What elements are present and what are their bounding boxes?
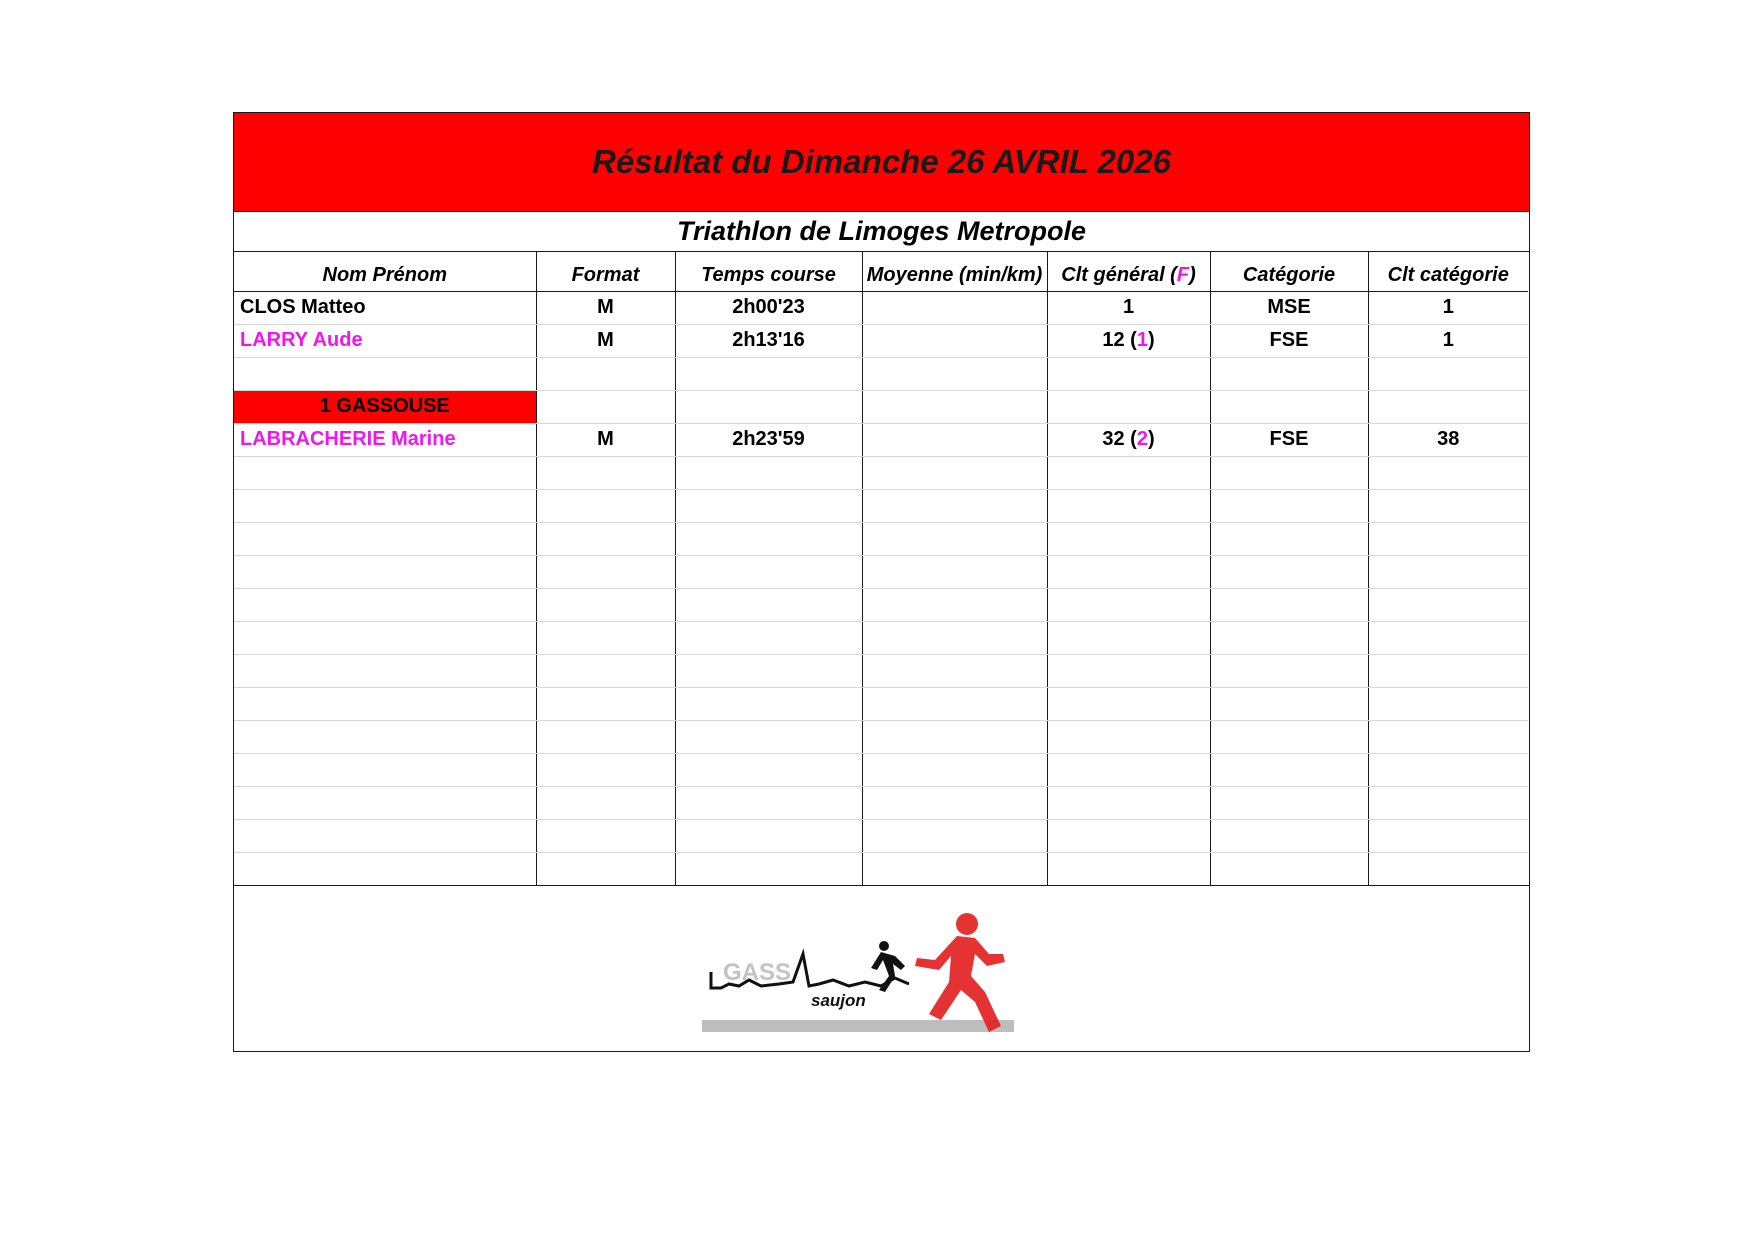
- overall-rank: 32: [1102, 428, 1125, 450]
- logo-base-bar: [702, 1020, 1014, 1032]
- athlete-name: LARRY Aude: [234, 324, 536, 357]
- page-title: Résultat du Dimanche 26 AVRIL 2026: [592, 143, 1171, 180]
- athlete-category: FSE: [1210, 324, 1368, 357]
- overall-rank: 1: [1122, 296, 1135, 318]
- athlete-category: MSE: [1210, 291, 1368, 324]
- title-band: [234, 113, 1529, 212]
- table-row-empty: [234, 654, 1528, 687]
- col-header-category: Catégorie: [1210, 252, 1368, 291]
- athlete-name: CLOS Matteo: [234, 291, 536, 324]
- table-row: [234, 291, 1528, 324]
- athlete-pace: [862, 423, 1047, 456]
- athlete-category-rank: 1: [1368, 291, 1528, 324]
- logo-area: [234, 885, 1529, 1051]
- event-subtitle: Triathlon de Limoges Metropole: [676, 216, 1087, 246]
- athlete-format: M: [536, 324, 675, 357]
- large-runner-icon: [915, 913, 1005, 1032]
- col-header-pace: Moyenne (min/km): [862, 252, 1047, 291]
- athlete-time: 2h13'16: [675, 324, 862, 357]
- event-subtitle-row: [234, 212, 1529, 252]
- results-table: [234, 252, 1528, 885]
- table-row: [234, 423, 1528, 456]
- table-row-empty: [234, 456, 1528, 489]
- club-label: 1 GASSOUSE: [234, 390, 536, 423]
- table-row-empty: [234, 852, 1528, 885]
- col-header-overall-prefix: Clt général (: [1061, 263, 1177, 286]
- overall-female-rank: 1: [1136, 329, 1148, 351]
- table-row-empty: [234, 555, 1528, 588]
- athlete-category-rank: 1: [1368, 324, 1528, 357]
- athlete-format: M: [536, 423, 675, 456]
- col-header-overall: [1047, 252, 1210, 291]
- table-row-empty: [234, 621, 1528, 654]
- athlete-overall: [1047, 291, 1210, 324]
- col-header-time: Temps course: [675, 252, 862, 291]
- athlete-pace: [862, 324, 1047, 357]
- results-sheet: [233, 112, 1530, 1052]
- table-row: [234, 324, 1528, 357]
- athlete-overall: 12 (1): [1047, 324, 1210, 357]
- col-header-category-rank: Clt catégorie: [1368, 252, 1528, 291]
- table-row-empty: [234, 753, 1528, 786]
- col-header-overall-flag: F: [1176, 263, 1190, 286]
- col-header-name: Nom Prénom: [234, 252, 536, 291]
- table-row-empty: [234, 786, 1528, 819]
- overall-female-rank: 2: [1136, 428, 1148, 450]
- col-header-overall-suffix: ): [1189, 263, 1196, 286]
- gass-saujon-logo: [699, 910, 1019, 1040]
- table-row-empty: [234, 819, 1528, 852]
- athlete-format: M: [536, 291, 675, 324]
- col-header-format: Format: [536, 252, 675, 291]
- table-row-empty: [234, 687, 1528, 720]
- athlete-overall: 32 (2): [1047, 423, 1210, 456]
- logo-text-sub: saujon: [811, 991, 866, 1010]
- table-row-empty: [234, 522, 1528, 555]
- athlete-name: LABRACHERIE Marine: [234, 423, 536, 456]
- table-row-empty: [234, 357, 1528, 390]
- table-row-empty: [234, 588, 1528, 621]
- table-row-club: [234, 390, 1528, 423]
- athlete-time: 2h00'23: [675, 291, 862, 324]
- table-row-empty: [234, 720, 1528, 753]
- header-row: [234, 252, 1528, 291]
- athlete-time: 2h23'59: [675, 423, 862, 456]
- logo-text-main: GASS: [723, 959, 792, 986]
- athlete-category: FSE: [1210, 423, 1368, 456]
- athlete-category-rank: 38: [1368, 423, 1528, 456]
- table-row-empty: [234, 489, 1528, 522]
- athlete-pace: [862, 291, 1047, 324]
- overall-rank: 12: [1102, 329, 1125, 351]
